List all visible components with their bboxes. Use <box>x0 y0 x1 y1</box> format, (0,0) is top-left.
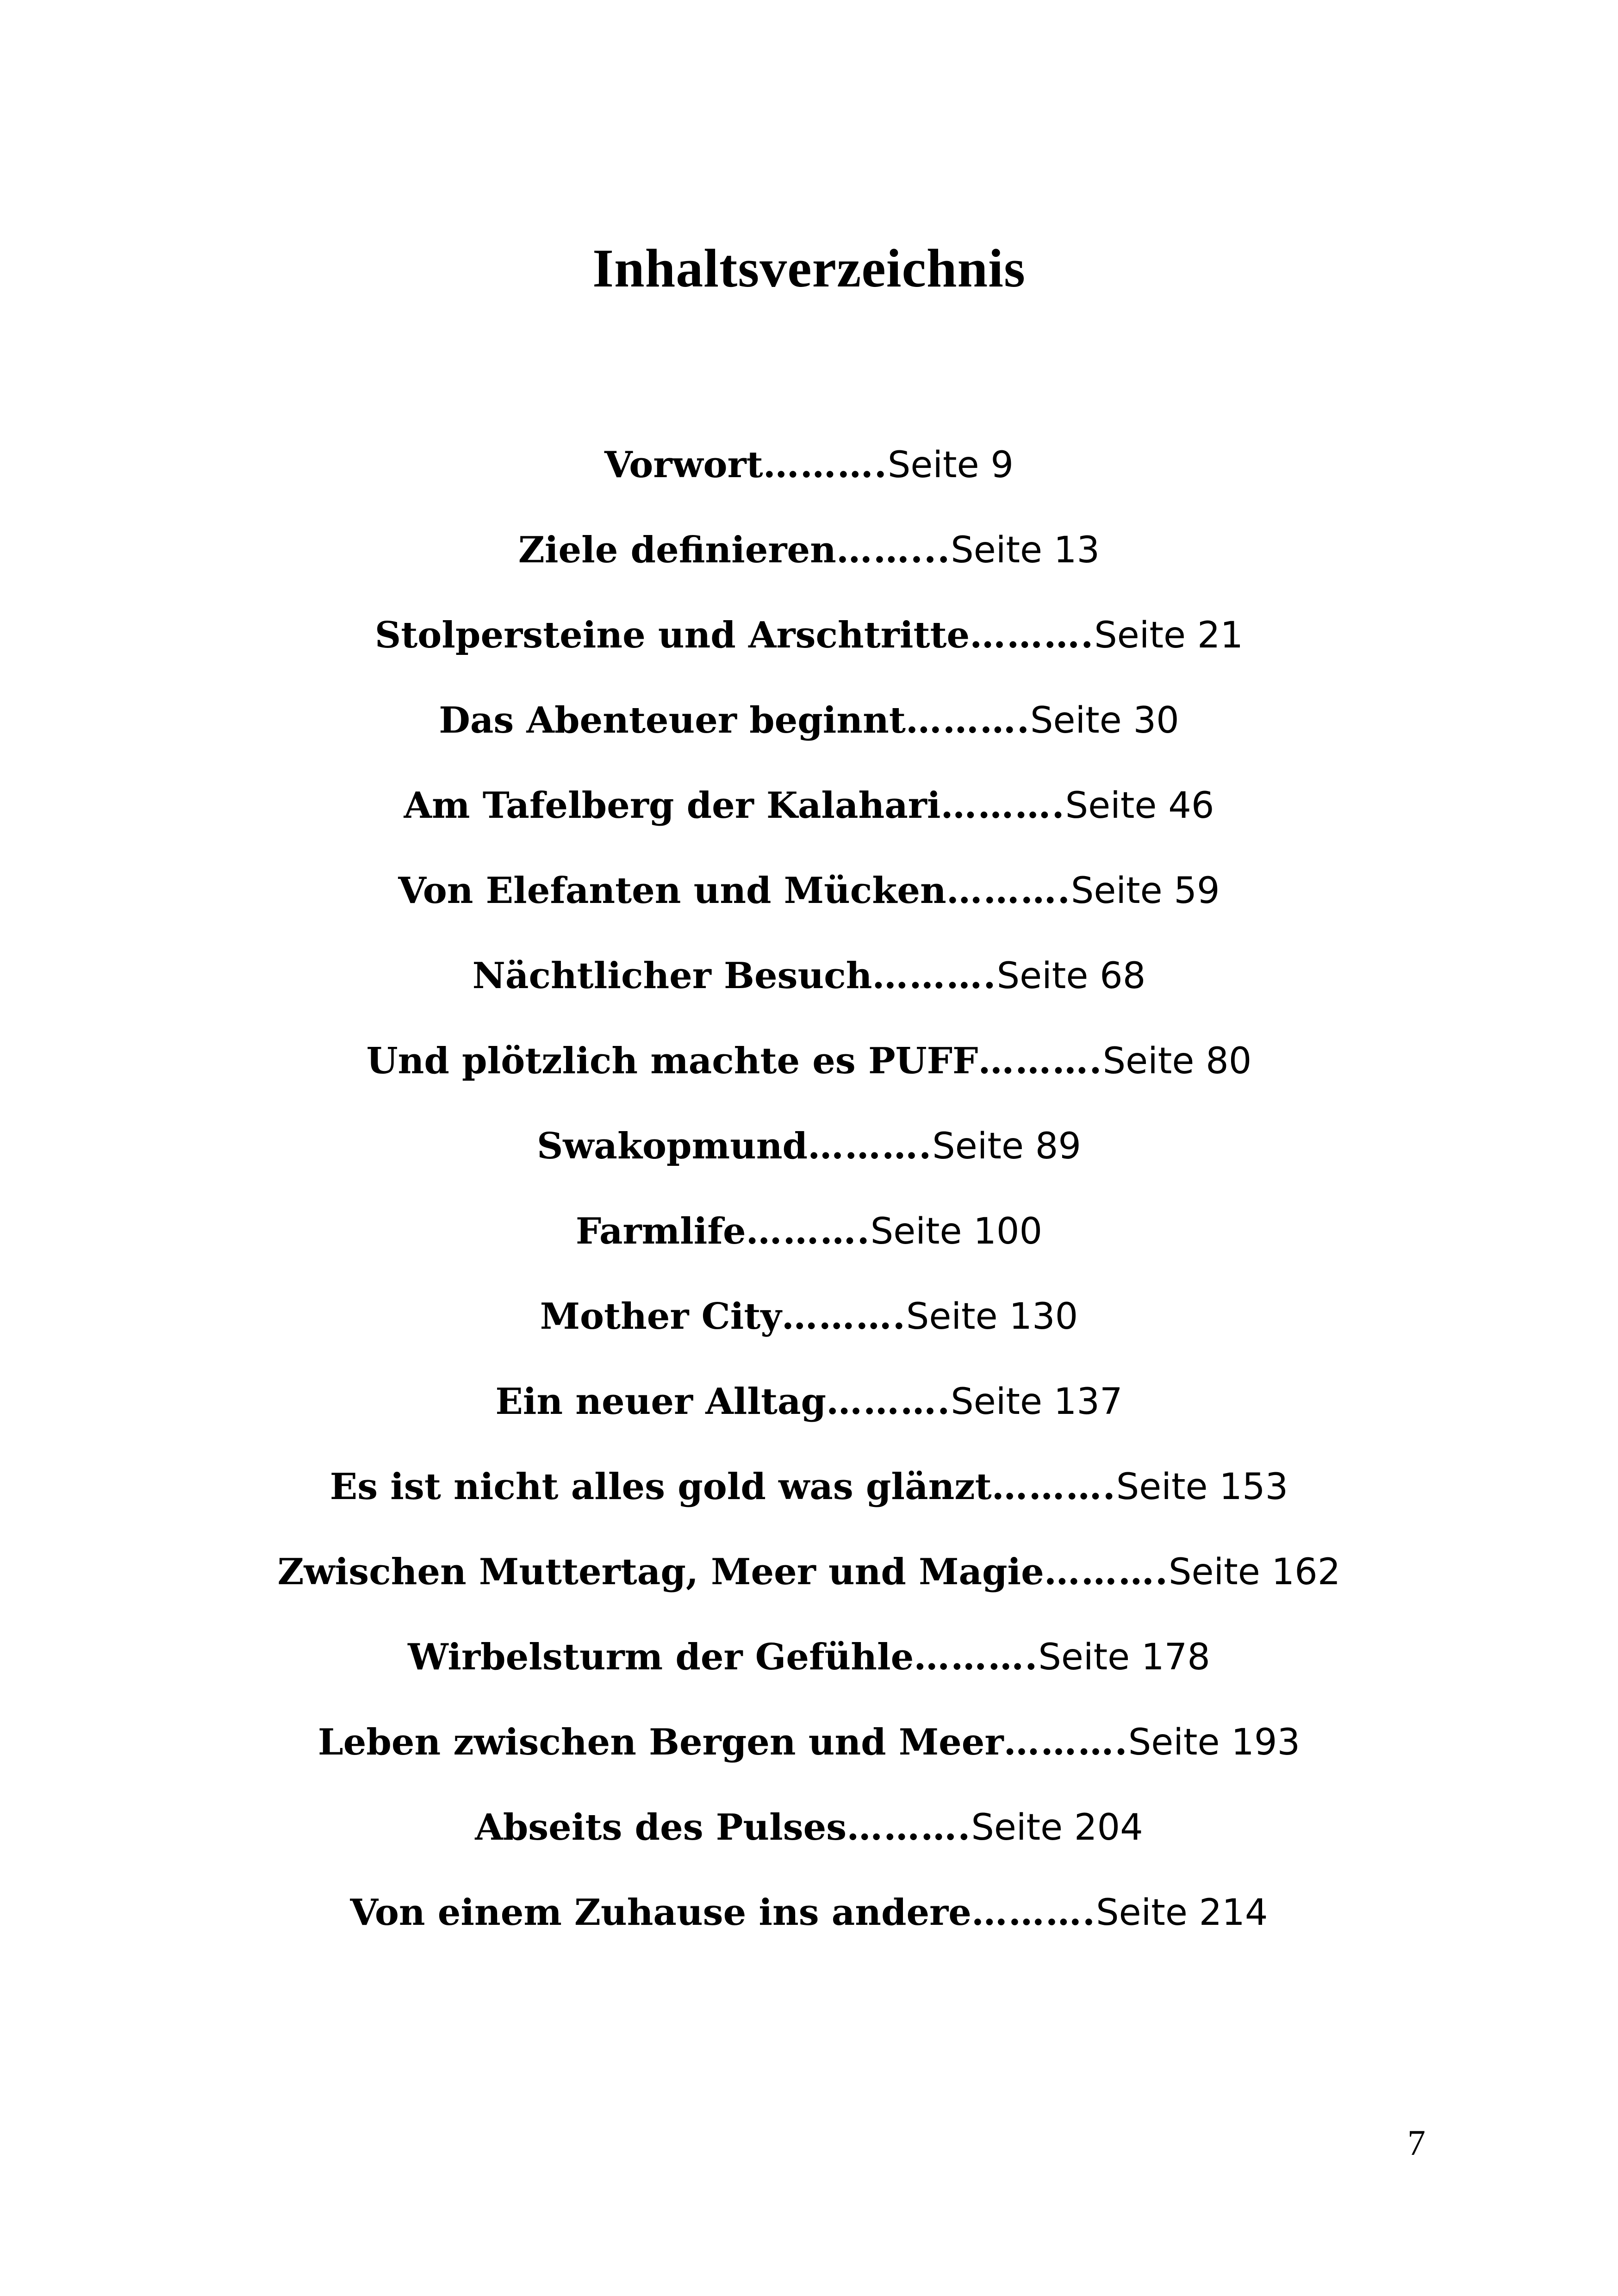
toc-page-ref: Seite 204 <box>971 1807 1143 1848</box>
toc-leader-dots: ………. <box>781 1295 906 1338</box>
toc-entry <box>0 691 1618 776</box>
toc-page-ref: Seite 9 <box>887 444 1014 486</box>
toc-entry <box>0 1116 1618 1201</box>
toc-leader-dots: ………. <box>1044 1551 1169 1593</box>
toc-entry <box>0 946 1618 1031</box>
toc-page-ref: Seite 100 <box>870 1211 1043 1252</box>
toc-entry <box>0 435 1618 520</box>
toc-leader-dots: ………. <box>763 444 888 486</box>
toc-chapter-title: Abseits des Pulses <box>475 1806 847 1848</box>
toc-leader-dots: ………. <box>940 784 1065 827</box>
toc-entry <box>0 1627 1618 1712</box>
toc-chapter-title: Es ist nicht alles gold was glänzt <box>330 1466 992 1508</box>
page-number: 7 <box>1407 2122 1425 2163</box>
toc-leader-dots: ………. <box>991 1466 1116 1508</box>
toc-leader-dots: ………. <box>872 955 997 997</box>
toc-page-ref: Seite 137 <box>951 1381 1123 1423</box>
toc-chapter-title: Ein neuer Alltag <box>495 1381 827 1423</box>
toc-page-ref: Seite 30 <box>1030 700 1179 741</box>
toc-page-ref: Seite 130 <box>906 1296 1078 1338</box>
toc-chapter-title: Mother City <box>540 1295 782 1338</box>
toc-chapter-title: Von einem Zuhause ins andere <box>350 1892 971 1934</box>
toc-leader-dots: ………. <box>826 1381 951 1423</box>
toc-leader-dots: ………. <box>914 1636 1039 1678</box>
toc-leader-dots: ………. <box>971 1892 1096 1934</box>
toc-chapter-title: Zwischen Muttertag, Meer und Magie <box>277 1551 1044 1593</box>
toc-leader-dots: ………. <box>970 614 1095 656</box>
toc-chapter-title: Farmlife <box>575 1210 746 1252</box>
toc-entry <box>0 520 1618 605</box>
toc-leader-dots: ………. <box>808 1125 933 1167</box>
toc-page-ref: Seite 46 <box>1065 785 1214 827</box>
toc-leader-dots: ………. <box>978 1040 1103 1082</box>
toc-entry <box>0 1883 1618 1968</box>
table-of-contents <box>0 435 1618 1968</box>
toc-page-ref: Seite 214 <box>1096 1892 1268 1934</box>
toc-chapter-title: Nächtlicher Besuch <box>472 955 872 997</box>
toc-entry <box>0 1031 1618 1116</box>
toc-leader-dots: ………. <box>946 870 1071 912</box>
toc-leader-dots: ………. <box>905 699 1031 741</box>
toc-chapter-title: Das Abenteuer beginnt <box>439 699 906 741</box>
toc-leader-dots: ……... <box>836 529 951 571</box>
toc-leader-dots: ………. <box>1003 1721 1128 1763</box>
toc-chapter-title: Swakopmund <box>536 1125 808 1167</box>
toc-entry <box>0 1712 1618 1798</box>
toc-entry <box>0 1287 1618 1372</box>
toc-leader-dots: ………. <box>746 1210 871 1252</box>
toc-page-ref: Seite 193 <box>1128 1722 1301 1763</box>
toc-page-ref: Seite 162 <box>1168 1551 1341 1593</box>
toc-leader-dots: ………. <box>846 1806 971 1848</box>
toc-chapter-title: Ziele definieren <box>518 529 836 571</box>
toc-page-ref: Seite 153 <box>1116 1466 1288 1508</box>
toc-chapter-title: Am Tafelberg der Kalahari <box>404 784 941 827</box>
toc-page-ref: Seite 178 <box>1038 1636 1210 1678</box>
page-title: Inhaltsverzeichnis <box>592 238 1026 299</box>
toc-entry <box>0 776 1618 861</box>
toc-chapter-title: Vorwort <box>604 444 763 486</box>
toc-page-ref: Seite 59 <box>1070 870 1220 912</box>
toc-page-ref: Seite 13 <box>951 529 1100 571</box>
toc-entry <box>0 1798 1618 1883</box>
toc-entry <box>0 1372 1618 1457</box>
toc-entry <box>0 1542 1618 1627</box>
toc-chapter-title: Wirbelsturm der Gefühle <box>408 1636 914 1678</box>
toc-chapter-title: Von Elefanten und Mücken <box>398 870 946 912</box>
toc-chapter-title: Stolpersteine und Arschtritte <box>374 614 970 656</box>
toc-page-ref: Seite 21 <box>1094 615 1244 656</box>
toc-page-ref: Seite 80 <box>1102 1040 1252 1082</box>
toc-chapter-title: Und plötzlich machte es PUFF <box>366 1040 978 1082</box>
toc-page-ref: Seite 68 <box>996 955 1146 997</box>
toc-entry <box>0 861 1618 946</box>
toc-entry <box>0 605 1618 691</box>
toc-entry <box>0 1457 1618 1542</box>
toc-chapter-title: Leben zwischen Bergen und Meer <box>317 1721 1004 1763</box>
toc-entry <box>0 1201 1618 1287</box>
toc-page-ref: Seite 89 <box>932 1126 1082 1167</box>
